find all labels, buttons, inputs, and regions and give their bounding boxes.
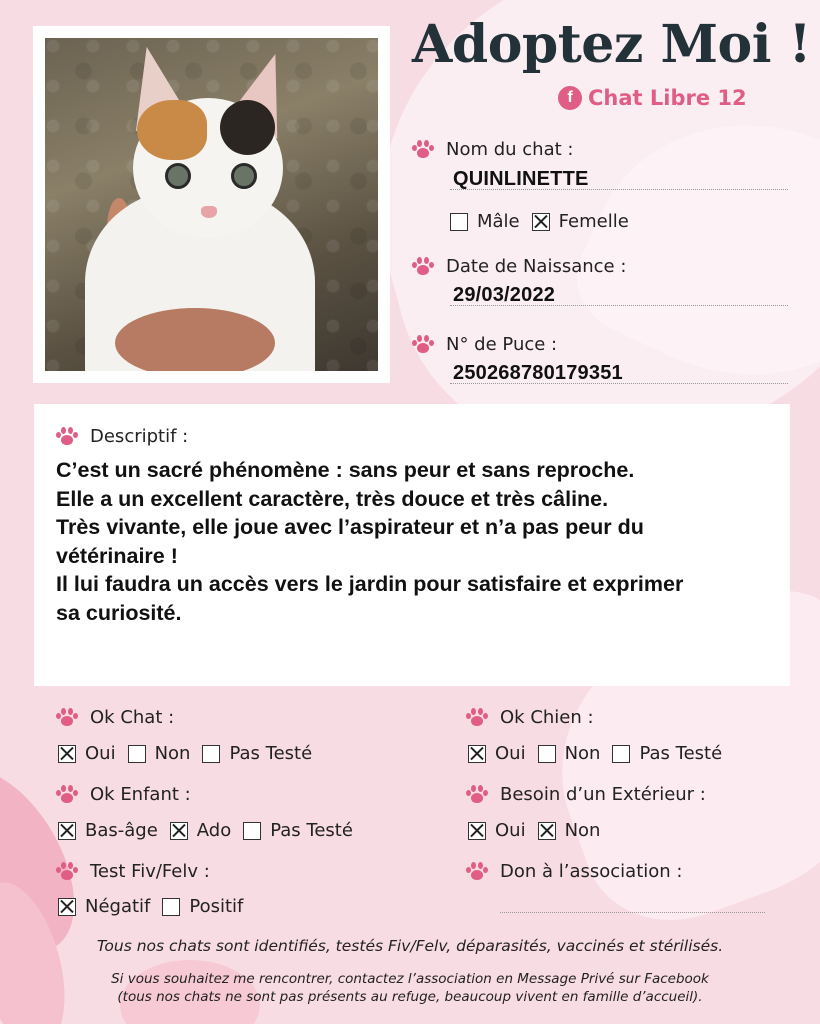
exterieur-label: Besoin d’un Extérieur : xyxy=(466,784,706,805)
paw-icon xyxy=(56,708,78,728)
association-name: Chat Libre 12 xyxy=(588,86,747,110)
divider xyxy=(500,912,765,913)
name-value: QUINLINETTE xyxy=(453,168,589,190)
checkbox[interactable] xyxy=(58,822,76,840)
option-bas-age[interactable]: Bas-âge xyxy=(58,820,158,841)
chip-value: 250268780179351 xyxy=(453,362,623,384)
facebook-icon: f xyxy=(558,86,582,110)
ok-chien-options xyxy=(468,743,734,764)
paw-icon xyxy=(466,785,488,805)
exterieur-options xyxy=(468,820,612,841)
ok-chien-label: Ok Chien : xyxy=(466,707,594,728)
ok-enfant-options xyxy=(58,820,365,841)
kitten-photo xyxy=(45,38,378,371)
checkbox[interactable] xyxy=(58,745,76,763)
checkbox[interactable] xyxy=(468,822,486,840)
checkbox[interactable] xyxy=(538,745,556,763)
footer-note: Tous nos chats sont identifiés, testés Fiv/Felv, déparasités, vaccinés et stérilisés. xyxy=(96,937,724,955)
description-label: Descriptif : xyxy=(56,426,188,447)
option-oui[interactable]: Oui xyxy=(468,743,526,764)
option-non[interactable]: Non xyxy=(538,820,601,841)
paw-icon xyxy=(412,140,434,160)
checkbox[interactable] xyxy=(162,898,180,916)
option-positif[interactable]: Positif xyxy=(162,896,243,917)
fiv-label: Test Fiv/Felv : xyxy=(56,861,210,882)
divider xyxy=(450,189,788,190)
option-non[interactable]: Non xyxy=(538,743,601,764)
option-male[interactable]: Mâle xyxy=(450,211,520,232)
option-oui[interactable]: Oui xyxy=(58,743,116,764)
checkbox[interactable] xyxy=(450,213,468,231)
option-pas-teste[interactable]: Pas Testé xyxy=(243,820,353,841)
ok-enfant-label: Ok Enfant : xyxy=(56,784,191,805)
paw-icon xyxy=(466,708,488,728)
checkbox[interactable] xyxy=(468,745,486,763)
sex-options xyxy=(450,211,641,232)
page-title: Adoptez Moi ! xyxy=(412,14,811,75)
checkbox[interactable] xyxy=(612,745,630,763)
option-ado[interactable]: Ado xyxy=(170,820,231,841)
paw-icon xyxy=(56,785,78,805)
checkbox[interactable] xyxy=(170,822,188,840)
checkbox[interactable] xyxy=(532,213,550,231)
description-box xyxy=(34,404,790,686)
option-pas-teste[interactable]: Pas Testé xyxy=(612,743,722,764)
paw-icon xyxy=(412,335,434,355)
footer-contact: Si vous souhaitez me rencontrer, contactez l’association en Message Privé sur Facebook (tous nos chats ne sont pas présents au refuge, beaucoup vivent en famille d’accueil). xyxy=(111,971,709,1005)
option-pas-teste[interactable]: Pas Testé xyxy=(202,743,312,764)
option-negatif[interactable]: Négatif xyxy=(58,896,150,917)
birth-value: 29/03/2022 xyxy=(453,284,556,306)
checkbox[interactable] xyxy=(128,745,146,763)
divider xyxy=(450,305,788,306)
photo-frame xyxy=(33,26,390,383)
paw-icon xyxy=(466,862,488,882)
ok-chat-label: Ok Chat : xyxy=(56,707,174,728)
birth-label: Date de Naissance : xyxy=(412,256,626,277)
paw-icon xyxy=(56,427,78,447)
fiv-options xyxy=(58,896,255,917)
paw-icon xyxy=(56,862,78,882)
checkbox[interactable] xyxy=(202,745,220,763)
description-text: C’est un sacré phénomène : sans peur et sans reproche. Elle a un excellent caractère, très douce et très câline. Très vivante, elle joue avec l’aspirateur et n’a pas peur du vétérinaire ! Il lui faudra un accès vers le jardin pour satisfaire et exprimer sa curiosité. xyxy=(56,458,684,625)
checkbox[interactable] xyxy=(538,822,556,840)
facebook-link[interactable] xyxy=(558,86,747,110)
ok-chat-options xyxy=(58,743,324,764)
don-label: Don à l’association : xyxy=(466,861,682,882)
option-oui[interactable]: Oui xyxy=(468,820,526,841)
checkbox[interactable] xyxy=(243,822,261,840)
name-label: Nom du chat : xyxy=(412,139,573,160)
paw-icon xyxy=(412,257,434,277)
divider xyxy=(450,383,788,384)
chip-label: N° de Puce : xyxy=(412,334,557,355)
checkbox[interactable] xyxy=(58,898,76,916)
option-female[interactable]: Femelle xyxy=(532,211,629,232)
option-non[interactable]: Non xyxy=(128,743,191,764)
